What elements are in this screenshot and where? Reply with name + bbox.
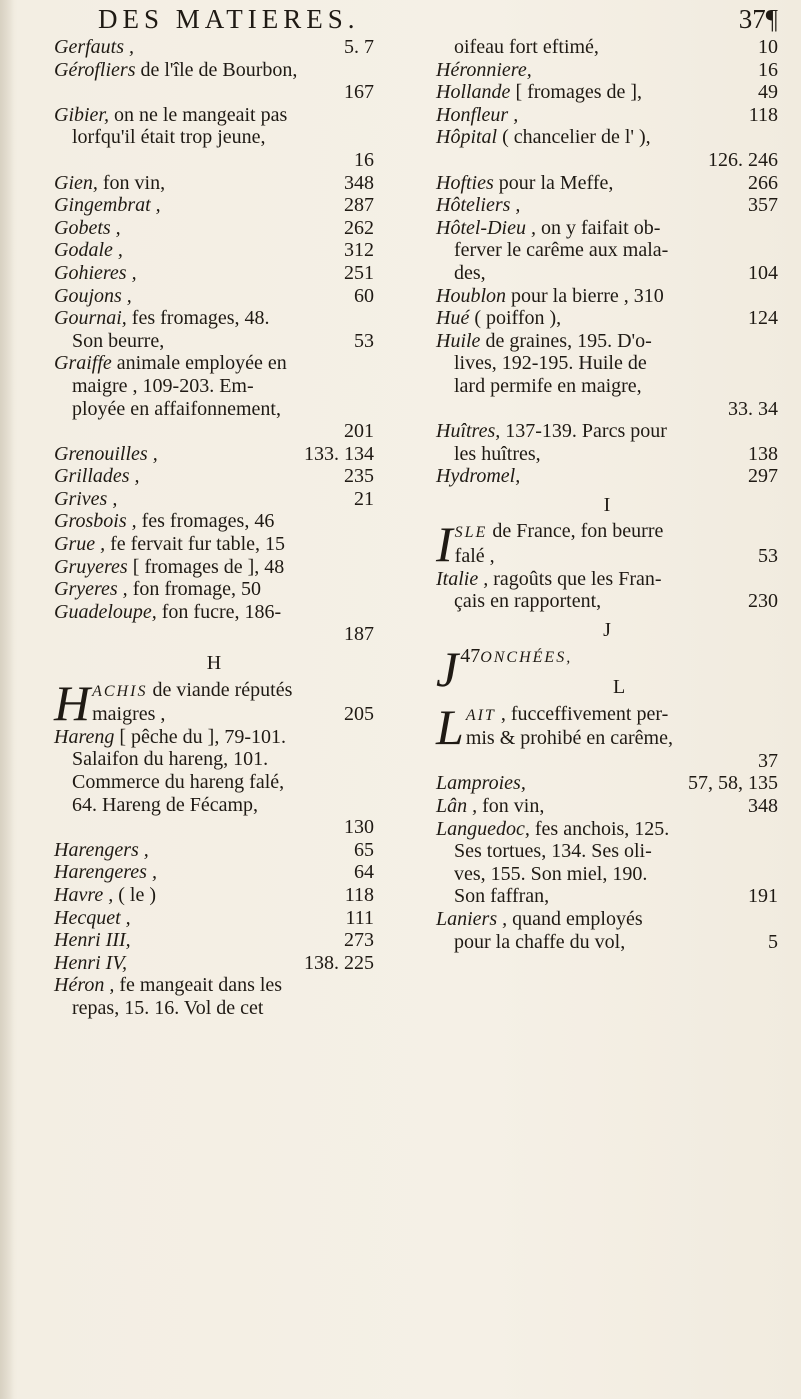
index-page-ref: 47 [460, 645, 481, 668]
index-page-ref: 53 [758, 545, 778, 568]
index-text: [ pêche du ], 79-101. [114, 725, 286, 748]
index-page-ref: 118 [344, 883, 374, 906]
index-text: 137-139. Parcs pour [500, 420, 667, 443]
index-entry [54, 375, 374, 398]
index-page-ref: 60 [354, 284, 374, 307]
index-entry [54, 330, 374, 353]
index-term: Houblon [436, 284, 506, 307]
index-entry [436, 545, 778, 568]
index-page-ref: 191 [748, 885, 778, 908]
index-entry [436, 931, 778, 954]
index-term: Goujons , [54, 284, 132, 307]
index-term: Godale , [54, 239, 123, 262]
index-term: SLE [454, 524, 488, 542]
dropcap-entry [436, 641, 778, 698]
index-entry [436, 795, 778, 818]
index-entry [436, 194, 778, 217]
index-page-ref: 130 [344, 816, 374, 839]
index-text: les huîtres, [454, 442, 541, 465]
index-text: ployée en affaifonnement, [72, 397, 281, 420]
index-page-ref: 104 [748, 261, 778, 284]
index-term: Harengeres , [54, 861, 157, 884]
index-page-ref: 133. 134 [304, 442, 374, 465]
index-page-ref: 111 [345, 906, 374, 929]
index-term: Gien, [54, 171, 98, 194]
index-text: ( chancelier de l' ), [497, 126, 651, 149]
index-page-ref: 251 [344, 261, 374, 284]
index-column-right [436, 36, 778, 953]
index-entry [54, 488, 374, 511]
index-text: des, [454, 261, 486, 284]
index-term: Hôtel-Dieu , [436, 216, 536, 239]
index-entry [436, 727, 778, 750]
index-page-ref: 312 [344, 239, 374, 262]
index-entry [54, 952, 374, 975]
index-term: Lamproies, [436, 772, 526, 795]
index-page-ref: 37 [758, 749, 778, 772]
index-entry [54, 726, 374, 749]
index-text: on ne le mangeait pas [109, 103, 288, 126]
index-term: ONCHÉES, [480, 649, 573, 667]
index-page-ref: 16 [354, 148, 374, 171]
index-text: fes anchois, 125. [529, 817, 670, 840]
index-entry [436, 863, 778, 886]
index-entry [54, 194, 374, 217]
index-text: Ses tortues, 134. Ses oli- [454, 840, 652, 863]
index-entry [54, 556, 374, 579]
index-text: de graines, 195. D'o- [480, 329, 652, 352]
section-letter-l: L [612, 676, 626, 699]
index-term: Gerfauts , [54, 36, 134, 58]
index-page-ref: 297 [748, 465, 778, 488]
index-page-ref: 5 [768, 930, 778, 953]
index-term: Henri IV, [54, 951, 127, 974]
index-entry [54, 465, 374, 488]
index-text: on y faifait ob- [535, 216, 661, 239]
index-entry [54, 974, 374, 997]
index-term: Lân , [436, 795, 478, 817]
index-text: [ fromages de ], 48 [127, 555, 285, 578]
index-entry [436, 285, 778, 308]
index-page-ref: 273 [344, 929, 374, 952]
index-term: Hareng [54, 725, 115, 748]
index-entry [436, 568, 778, 591]
index-text: lorfqu'il était trop jeune, [72, 126, 266, 149]
index-text: fes fromages, 48. [126, 307, 270, 330]
index-term: Hollande [436, 81, 511, 104]
index-term: ACHIS [92, 682, 148, 700]
index-entry [436, 352, 778, 375]
index-term: Grosbois , [54, 510, 137, 533]
index-entry [436, 126, 778, 149]
index-text: fe fervait fur table, 15 [105, 533, 286, 556]
dropcap-letter: I [436, 516, 453, 573]
index-page-ref: 124 [748, 307, 778, 330]
index-term: Laniers , [436, 907, 508, 930]
index-entry [54, 217, 374, 240]
index-text: ( poiffon ), [469, 307, 562, 330]
index-entry [54, 59, 374, 82]
index-text: repas, 15. 16. Vol de cet [72, 996, 264, 1019]
index-text: maigres , [92, 703, 166, 726]
index-page-ref: 16 [758, 58, 778, 81]
index-entry [54, 510, 374, 533]
index-entry [54, 794, 374, 817]
index-term: Italie , [436, 567, 489, 590]
index-page-ref: 21 [354, 487, 374, 510]
running-head [98, 4, 778, 38]
index-page-ref: 230 [748, 590, 778, 613]
index-page-ref: 287 [344, 194, 374, 217]
index-entry [54, 748, 374, 771]
index-term: Havre , [54, 883, 114, 906]
index-entry [54, 839, 374, 862]
index-page-ref: 348 [748, 795, 778, 817]
index-entry [436, 840, 778, 863]
index-entry [436, 262, 778, 285]
index-entry [54, 36, 374, 59]
index-term: Gruyeres [54, 555, 128, 578]
index-page-ref: 138 [748, 442, 778, 465]
index-text: pour la Meffe, [493, 171, 614, 194]
index-term: Gingembrat , [54, 194, 161, 217]
index-page-ref: 49 [758, 81, 778, 104]
index-page-ref: 64 [354, 861, 374, 884]
index-page-ref: 57, 58, 135 [688, 772, 778, 795]
index-entry [54, 884, 374, 907]
index-page-ref: 53 [354, 329, 374, 352]
index-text: ragoûts que les Fran- [488, 567, 662, 590]
index-entry [54, 126, 374, 149]
index-term: Honfleur , [436, 103, 519, 126]
index-page-ref: 357 [748, 194, 778, 217]
index-page-ref: 201 [344, 420, 374, 443]
running-head-title: DES MATIERES. [98, 4, 360, 34]
index-entry [54, 601, 374, 624]
index-page-ref: 235 [344, 465, 374, 488]
index-entry [54, 307, 374, 330]
index-entry [54, 239, 374, 262]
index-text: de viande réputés [147, 678, 293, 701]
index-text: falé , [454, 545, 495, 568]
index-entry [436, 908, 778, 931]
index-page-ref: 10 [758, 36, 778, 58]
index-term: Hôteliers , [436, 194, 521, 217]
index-text: fes fromages, 46 [136, 510, 275, 533]
index-text: maigre , 109-203. Em- [72, 374, 254, 397]
index-term: Gobets , [54, 216, 121, 239]
index-term: Hydromel, [436, 465, 521, 488]
index-term: Grives , [54, 487, 118, 510]
index-term: Harengers , [54, 838, 149, 861]
index-entry [54, 907, 374, 930]
index-term: Guadeloupe, [54, 600, 157, 623]
index-entry [436, 443, 778, 466]
index-term: Gibier, [54, 103, 109, 126]
index-entry [54, 172, 374, 195]
index-text: fon fucre, 186- [156, 600, 282, 623]
index-entry [436, 307, 778, 330]
section-letter-i: I [603, 493, 611, 516]
index-page-ref: 167 [344, 81, 374, 104]
index-term: Hecquet , [54, 906, 131, 929]
index-text: ves, 155. Son miel, 190. [454, 862, 648, 885]
index-term: Grue , [54, 533, 106, 556]
index-entry [436, 172, 778, 195]
dropcap-letter: J [436, 641, 459, 698]
index-text: fon fromage, 50 [127, 578, 261, 601]
index-entry [54, 703, 374, 726]
index-entry [436, 59, 778, 82]
index-text: Commerce du hareng falé, [72, 771, 285, 793]
index-text: mis & prohibé en carême, [465, 727, 673, 750]
index-term: Languedoc, [436, 817, 530, 840]
index-entry [54, 398, 374, 421]
index-page-ref: 187 [344, 623, 374, 646]
index-page-ref: 205 [344, 703, 374, 726]
index-text: animale employée en [111, 352, 287, 375]
index-entry [436, 465, 778, 488]
index-entry [54, 104, 374, 127]
index-term: Hué [436, 307, 470, 330]
index-entry [436, 818, 778, 841]
dropcap-letter: H [54, 674, 91, 731]
index-column-left [54, 36, 374, 1020]
page-number: 37¶ [738, 4, 778, 34]
index-text: pour la chaffe du vol, [454, 930, 626, 953]
index-entry [436, 104, 778, 127]
index-term: Héronniere, [436, 58, 532, 81]
index-text: ( le ) [113, 883, 157, 906]
section-letter-h: H [206, 652, 222, 675]
index-text: Salaifon du hareng, 101. [72, 748, 269, 771]
index-page-ref: 5. 7 [344, 36, 374, 58]
index-entry [436, 239, 778, 262]
index-text: pour la bierre , 310 [506, 284, 664, 307]
index-text: fon vin, [477, 795, 545, 817]
index-term: Héron , [54, 974, 115, 997]
index-entry [54, 861, 374, 884]
index-text: fon vin, [97, 171, 166, 194]
index-page-ref: 266 [748, 171, 778, 194]
index-term: Grenouilles , [54, 442, 158, 465]
index-text: 64. Hareng de Fécamp, [72, 793, 259, 816]
index-entry [54, 443, 374, 466]
index-term: Gournai, [54, 307, 127, 330]
index-page-ref: 138. 225 [304, 951, 374, 974]
page-gutter-shadow [0, 0, 14, 1399]
index-page-ref: 65 [354, 838, 374, 861]
index-entry [436, 885, 778, 908]
index-text: , fucceffivement per- [495, 702, 669, 725]
index-page-ref: 33. 34 [728, 397, 778, 420]
index-text: [ fromages de ], [510, 81, 643, 104]
index-term: Grillades , [54, 465, 140, 488]
index-term: Huîtres, [436, 420, 501, 443]
index-text: çais en rapportent, [454, 590, 602, 613]
index-term: Gryeres , [54, 578, 128, 601]
index-page-ref: 348 [344, 171, 374, 194]
index-text: oifeau fort eftimé, [454, 36, 599, 58]
dropcap-letter: L [436, 698, 464, 755]
index-text: de l'île de Bourbon, [135, 58, 298, 81]
index-term: Gohieres , [54, 261, 137, 284]
index-term: Henri III, [54, 929, 131, 952]
index-text: de France, fon beurre [487, 520, 664, 543]
index-entry [54, 285, 374, 308]
section-letter-j: J [603, 618, 611, 641]
index-text: lives, 192-195. Huile de [454, 352, 647, 375]
index-term: Gérofliers [54, 58, 136, 81]
index-term: Graiffe [54, 352, 112, 375]
index-entry [436, 81, 778, 104]
index-page-ref: 126. 246 [708, 148, 778, 171]
index-text: ferver le carême aux mala- [454, 239, 669, 262]
index-entry [54, 997, 374, 1020]
index-entry [54, 262, 374, 285]
index-entry [436, 375, 778, 398]
index-entry [436, 330, 778, 353]
index-entry [54, 929, 374, 952]
index-term: Huile [436, 329, 481, 352]
index-entry [436, 590, 778, 613]
index-entry [436, 217, 778, 240]
index-page-ref: 262 [344, 216, 374, 239]
index-entry [54, 533, 374, 556]
index-term: Hôpital [436, 126, 498, 149]
index-entry [54, 352, 374, 375]
index-term: AIT [465, 706, 496, 724]
index-page-ref: 118 [748, 103, 778, 126]
index-text: fe mangeait dans les [114, 974, 283, 997]
index-entry [436, 420, 778, 443]
index-entry [436, 36, 778, 59]
index-text: Son beurre, [72, 329, 165, 352]
index-entry [54, 771, 374, 794]
index-text: lard permife en maigre, [454, 374, 642, 397]
index-text: quand employés [507, 907, 643, 930]
index-text: Son faffran, [454, 885, 550, 908]
index-entry [54, 578, 374, 601]
index-term: Hofties [436, 171, 494, 194]
index-entry [436, 772, 778, 795]
